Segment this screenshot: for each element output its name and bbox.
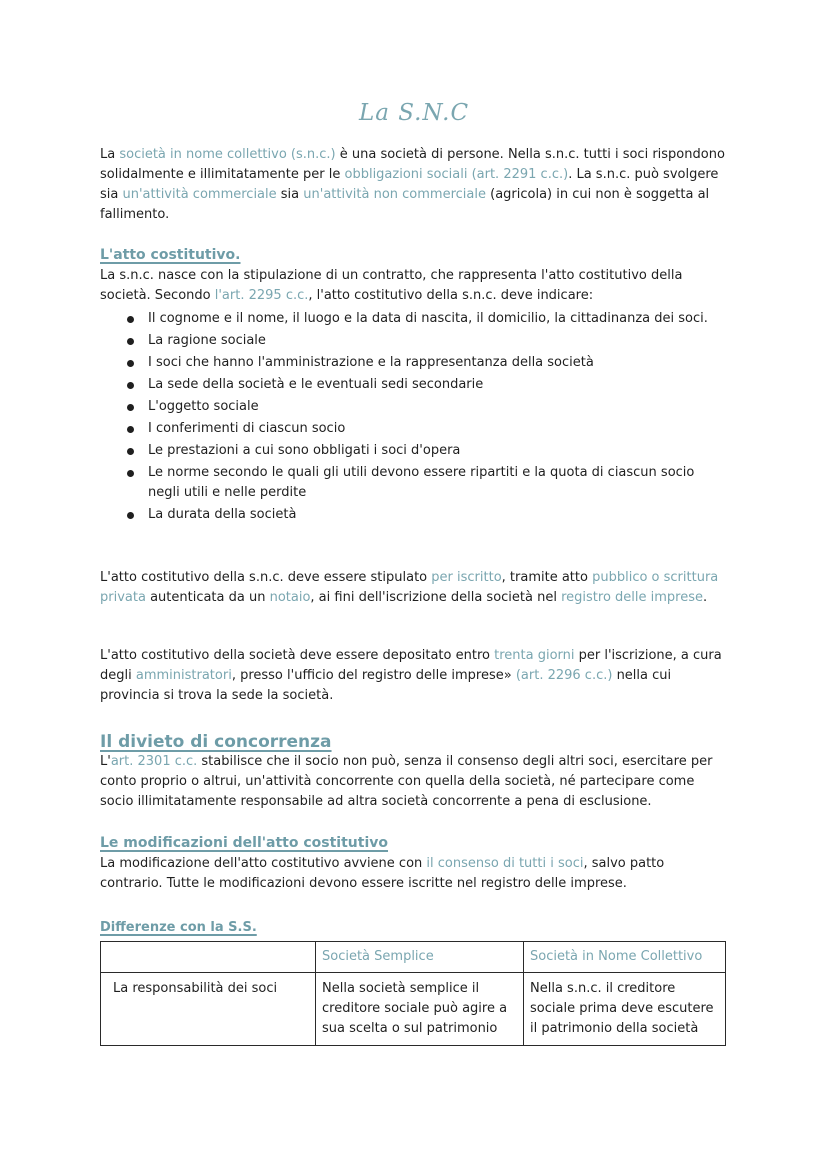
text: L': [100, 754, 111, 769]
text: , tramite atto: [501, 570, 593, 585]
highlight-art-2296: (art. 2296 c.c.): [515, 668, 613, 683]
list-item: La sede della società e le eventuali sedi secondarie: [100, 375, 725, 395]
text: L'atto costitutivo della società deve essere depositato entro: [100, 648, 495, 663]
text: (agricola) in cui non è soggetta al fallimento.: [100, 187, 710, 222]
highlight-snc-definition: società in nome collettivo (s.n.c.): [119, 147, 336, 162]
text: La modificazione dell'atto costitutivo avviene con: [100, 856, 427, 871]
text: . La s.n.c. può svolgere sia: [100, 167, 719, 202]
text: .: [703, 590, 708, 605]
text: La s.n.c. nasce con la stipulazione di un contratto, che rappresenta l'atto costitutivo della società. Secondo: [100, 268, 683, 303]
list-item: I conferimenti di ciascun socio: [100, 419, 725, 439]
deposito-paragraph: [100, 646, 725, 706]
highlight-pubblico-scrittura: pubblico o scrittura privata: [100, 570, 719, 605]
text: sia: [276, 187, 304, 202]
list-item: L'oggetto sociale: [100, 397, 725, 417]
highlight-attivita-non-commerciale: un'attività non commerciale: [303, 187, 486, 202]
atto-requirements-list: [100, 309, 725, 525]
text: L'atto costitutivo della s.n.c. deve essere stipulato: [100, 570, 432, 585]
heading-differenze: Differenze con la S.S.: [100, 920, 257, 935]
highlight-consenso-soci: il consenso di tutti i soci: [426, 856, 584, 871]
text: nella cui provincia si trova la sede la società.: [100, 668, 672, 703]
text: stabilisce che il socio non può, senza il consenso degli altri soci, esercitare per conto proprio o altrui, un'attività concorrente con quella della società, né partecipare come socio illimitatamente responsabile ad altra società concorrente a pena di esclusione.: [100, 754, 713, 809]
stipula-paragraph: [100, 568, 725, 608]
text: per l'iscrizione, a cura degli: [100, 648, 722, 683]
table-cell-ss: Nella società semplice il creditore sociale può agire a sua scelta o sul patrimonio: [316, 973, 524, 1046]
highlight-trenta-giorni: trenta giorni: [494, 648, 575, 663]
list-item: Le prestazioni a cui sono obbligati i soci d'opera: [100, 441, 725, 461]
modificazioni-paragraph: [100, 854, 725, 894]
text: , ai fini dell'iscrizione della società nel: [310, 590, 562, 605]
highlight-notaio: notaio: [269, 590, 311, 605]
text: , l'atto costitutivo della s.n.c. deve indicare:: [308, 288, 594, 303]
list-item: Le norme secondo le quali gli utili devono essere ripartiti e la quota di ciascun socio negli utili e nelle perdite: [100, 463, 725, 503]
highlight-attivita-commerciale: un'attività commerciale: [122, 187, 277, 202]
table-row: [101, 973, 726, 1046]
highlight-per-iscritto: per iscritto: [431, 570, 502, 585]
atto-paragraph: [100, 266, 725, 306]
list-item: I soci che hanno l'amministrazione e la rappresentanza della società: [100, 353, 725, 373]
text: , presso l'ufficio del registro delle imprese»: [231, 668, 516, 683]
text: La: [100, 147, 120, 162]
table-cell-snc: Nella s.n.c. il creditore sociale prima deve escutere il patrimonio della società: [524, 973, 726, 1046]
intro-paragraph: [100, 145, 725, 225]
text: , salvo patto contrario. Tutte le modificazioni devono essere iscritte nel registro delle imprese.: [100, 856, 665, 891]
differences-table: [100, 941, 726, 1046]
table-row-label: La responsabilità dei soci: [101, 973, 316, 1046]
list-item: La ragione sociale: [100, 331, 725, 351]
atto-section: [100, 266, 725, 525]
heading-modificazioni: Le modificazioni dell'atto costitutivo: [100, 835, 389, 851]
table-header-row: [101, 942, 726, 973]
list-item: La durata della società: [100, 505, 725, 525]
text: è una società di persone. Nella s.n.c. tutti i soci rispondono solidalmente e illimitatamente per le: [100, 147, 725, 182]
highlight-amministratori: amministratori: [135, 668, 232, 683]
highlight-registro-imprese: registro delle imprese: [561, 590, 704, 605]
highlight-art-2301: art. 2301 c.c.: [110, 754, 198, 769]
page-title: La S.N.C: [358, 100, 470, 126]
heading-atto-costitutivo: L'atto costitutivo.: [100, 247, 241, 263]
highlight-obbligazioni: obbligazioni sociali (art. 2291 c.c.): [344, 167, 569, 182]
table-header-ss: Società Semplice: [316, 942, 524, 973]
heading-divieto-concorrenza: Il divieto di concorrenza: [100, 732, 332, 752]
highlight-art-2295: l'art. 2295 c.c.: [214, 288, 309, 303]
list-item: Il cognome e il nome, il luogo e la data di nascita, il domicilio, la cittadinanza dei soci.: [100, 309, 725, 329]
text: autenticata da un: [145, 590, 270, 605]
table-header-empty: [101, 942, 316, 973]
table-header-snc: Società in Nome Collettivo: [524, 942, 726, 973]
divieto-paragraph: [100, 752, 725, 812]
